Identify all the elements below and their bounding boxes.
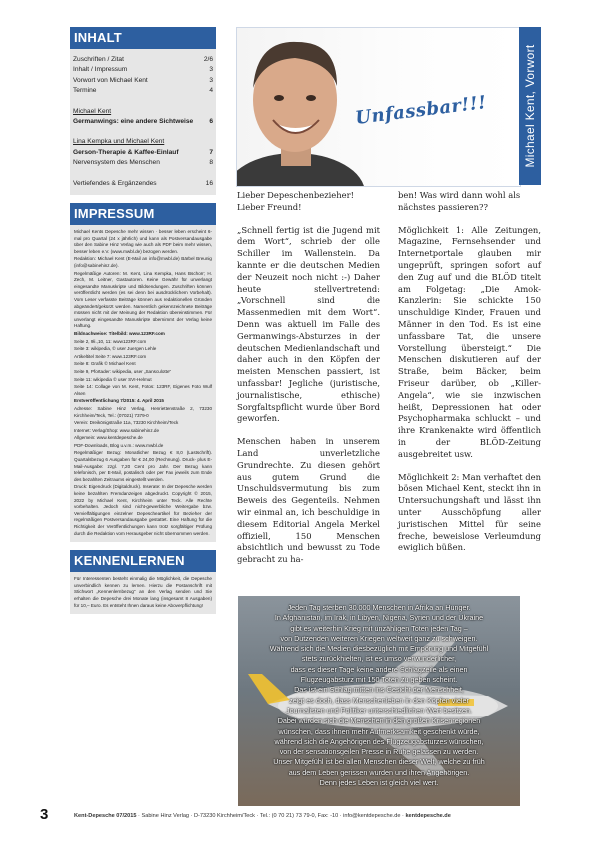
salutation: Lieber Freund!	[237, 201, 302, 212]
toc-list	[70, 49, 216, 195]
author-photo	[236, 27, 521, 187]
footer-issue: Kent-Depesche 07/2015	[74, 813, 137, 819]
toc-row[interactable]: Vertiefendes & Ergänzendes 16	[73, 179, 213, 187]
vertical-title: Michael Kent, Vorwort	[523, 44, 537, 168]
toc-row[interactable]: Germanwings: eine andere Sichtweise 6	[73, 118, 213, 126]
toc-author: Michael Kent	[73, 107, 112, 115]
toc-row[interactable]: Vorwort von Michael Kent 3	[73, 76, 213, 84]
toc-row[interactable]: Zuschriften / Zitat 2/6	[73, 56, 213, 63]
toc-heading: INHALT	[70, 27, 216, 49]
article-paragraph: „Schnell fertig ist die Jugend mit dem Wort“, schrieb der olle Schiller im Wallenstein. Da kannte er die deutschen Medien der Neuzeit noch nicht :-) Daher heute stellvertretend: „Vorschnell sind die Massenmedien mit dem Wort“. Denn was aktuell im Falle des Germanwings-Absturzes in der deutschen Medienlandschaft und daher auch in den Köpfen der meisten Menschen passiert, ist unfassbar! Jegliche (juristische, journalistische, ethische) Sorgfaltspflicht wurde über Bord geworfen.	[237, 224, 380, 424]
impressum-heading: IMPRESSUM	[70, 203, 216, 225]
impressum-box	[70, 203, 216, 542]
article-paragraph: Menschen haben in unserem Land unverletzliche Grundrechte. Zu diesen gehört aus gutem Grund die Unschuldsvermutung bis zum Beweis des Gegenteils. Nehmen wir einmal an, ich beschuldige in diesem Editorial Angela Merkel offiziell, 150 Menschen absichtlich und bewusst zu Tode gebracht zu ha-	[237, 436, 380, 565]
article-column-2	[398, 190, 541, 565]
impressum-text: Michael Kents Depesche mehr wissen · besser leben erscheint 6-mal pro Quartal (24 x jährlich) und kann als Postversandausgabe über den Sabine Hinz Verlag wie auch als PDF beim mehr wissen, besser leben e.V. (www.mwbl.de) bezogen werden. Redaktion: Michael Kent (E-Mail an info@mwbl.de) Bärbel Breunig (info@sabinehinz.de). Regelmäßige Autoren: M. Kent, Lina Kempka, Hans Bschorr; H. Zech, M. Leitner, Gastautoren. Keine Gewähr für unverlangt eingesandte Manuskripte und Bildsendungen. Zuschriften können veröffentlicht werden (es sei denn bei ausdrücklichem Vorbehalt). Vom Leser verfasste Beiträge können aus redaktionellen Gründen abgeändert/gekürzt werden. Namentlich gekennzeichnete Beiträge müssen nicht mit der Meinung der Redaktion übereinstimmen. Für unverlangt eingesandte Manuskripte übernimmt der Verlag keine Haftung. Bildnachweise: Titelbild: www.123RF.com Seite 2, 9li.,10, 11: www123RF.com Seite 3: wikipedia, © user Juergen Lehle Artikeltitel Seite 7: www.123RF.com Seite 8: Grafik © Michael Kent Seite 9, Pfortader: wikipedia, user „Sansculotte“ Seite 11: wikipedia © user SVI-Helmut Seite 14: Collage von M. Kent, Fotos: 123RF, Eigenes Foto Wulf Alsen Erstveröffentlichung 7/2015: 4. April 2015 Adresse: Sabine Hinz Verlag, Henriettenstraße 2, 73230 Kirchheim/Teck, Tel.: (07021) 7379-0 Verein: Dreikönigstraße 11a, 73230 Kirchheim/Teck Internet: Verlag/Shop: www.sabinehinz.de Allgemein: www.kentdepesche.de PDF-Downloads, Blog u.v.m.: www.mwbl.de Regelmäßiger Bezug: Monatlicher Bezug € 8,0 (Lastschrift). Quartalsbezug 6 Ausgaben für € 24,00 (Rechnung). Druck- plus E-Mail-Ausgabe: zzgl. 7,20 Cent pro Jahr. Der Bezug kann telefonisch, per E-Mail, postalisch oder per Fax jeweils zum Ende des bezahlten Zeitraums eingestellt werden. Druck: Eigendruck (Digitaldruck). Inserate: In der Depesche werden keine bezahlten Fremdanzeigen abgedruckt. Copyright © 2015, 2022 by Michael Kent, Kirchheim unter Teck. Alle Rechte vorbehalten. Jedoch sind nicht-gewerbliche Weitergabe bzw. Vervielfältigungen einzelner Depescheartikel für Bezieher der regelmäßigen Postversandausgabe gestattet. Eine Haftung für die Richtigkeit der Veröffentlichungen kann trotz sorgfältiger Prüfung durch die Redaktion vom Herausgeber nicht übernommen werden.	[74, 229, 212, 536]
toc-row[interactable]: Gerson-Therapie & Kaffee-Einlauf 7	[73, 148, 213, 156]
footer-publisher: · Sabine Hinz Verlag · D-73230 Kirchheim/Teck · Tel.: (0 70 21) 73 79-0, Fax: -10 · info@kentdepesche.de ·	[136, 813, 406, 819]
handwritten-headline: Unfassbar!!!	[354, 92, 488, 129]
article-paragraph: Möglichkeit 1: Alle Zeitungen, Magazine, Fernsehsender und Internetportale glauben mir ungeprüft, springen sofort auf den Zug auf und die BLÖD titelt am Folgetag: „Die Amok-Kanzlerin: Sie schickte 150 unschuldige Kinder, Frauen und Männer in den Tod. Es ist eine unfassbare Tat, die unsere Vorstellung übersteigt.“ Die Menschen diskutieren auf der Straße, beim Bäcker, beim Friseur darüber, ob „Killer-Angela“, wie sie inzwischen heißt, Depressionen hat oder Psychopharmaka schluckt – und ihre Krankenakte wird öffentlich in der BLÖD-Zeitung ausgebreitet usw.	[398, 224, 541, 459]
toc-row[interactable]: Termine 4	[73, 87, 213, 95]
toc-author: Lina Kempka und Michael Kent	[73, 138, 165, 146]
article-paragraph: ben! Was wird dann wohl als nächstes passieren??	[398, 190, 521, 212]
article-paragraph: Möglichkeit 2: Man verhaftet den bösen Michael Kent, steckt ihn in Untersuchungshaft und lässt ihn unter Ausschöpfung aller juristischen Mittel für seine freche, beweislose Verleumdung ewiglich büßen.	[398, 471, 541, 553]
kennenlernen-text: Für Interessenten besteht einmalig die Möglichkeit, die Depesche unverbindlich kennen zu lernen. Hierzu die Postanschrift mit Stichwort „Kennenlernbezug“ an den Verlag senden und Sie erhalten die Depesche drei Monate lang (insgesamt 8 Ausgaben) für 10,– Euro. Es entsteht Ihnen daraus keine Aboverpflichtung!	[74, 576, 212, 608]
toc-row[interactable]: Nervensystem des Menschen 8	[73, 159, 213, 167]
plane-image-box	[238, 596, 520, 806]
article-column-1	[237, 190, 380, 577]
footer-website-link[interactable]: kentdepesche.de	[405, 813, 451, 819]
kennenlernen-box	[70, 550, 216, 614]
toc-row[interactable]: Inhalt / Impressum 3	[73, 66, 213, 74]
plane-caption: Jeden Tag sterben 30.000 Menschen in Afrika an Hunger. In Afghanistan, im Irak, in Libyen, Nigeria, Syrien und der Ukraine gibt es weiterhin Krieg mit unzähligen Toten jeden Tag – von Dutzenden weiteren Kriegen weltweit ganz zu schweigen. Während sich die Medien diesbezüglich mit Empörung und Mitgefühl stets zurückhielten, ist es umso verwunderlicher, dass es dieser Tage keine andere Schlagzeile als einen Flugzeugabsturz mit 150 Toten zu geben scheint. Das ist ein Schlag mitten ins Gesicht der Menschheit, zeigt es doch, dass Menschenleben in den Köpfen vieler Journalisten und Politiker unterschiedlichen Wert besitzen. Dabei würden sich die Menschen in den großen Krisenregionen wünschen, dass ihnen mehr Aufmerksamkeit geschenkt würde, während sich die Angehörigen des Flugzeugabsturzes wünschen, von der sensationsgeilen Presse in Ruhe gelassen zu werden. Unser Mitgefühl ist bei allen Menschen dieser Welt, welche zu früh aus dem Leben gerissen wurden und ihren Angehörigen. Denn jedes Leben ist gleich viel wert.	[269, 603, 489, 788]
toc-box	[70, 27, 216, 195]
kennenlernen-heading: KENNENLERNEN	[70, 550, 216, 572]
sidebar	[70, 27, 216, 614]
salutation: Lieber Depeschenbezieher!	[237, 190, 354, 200]
page-number: 3	[40, 806, 49, 823]
page-footer	[74, 813, 544, 819]
